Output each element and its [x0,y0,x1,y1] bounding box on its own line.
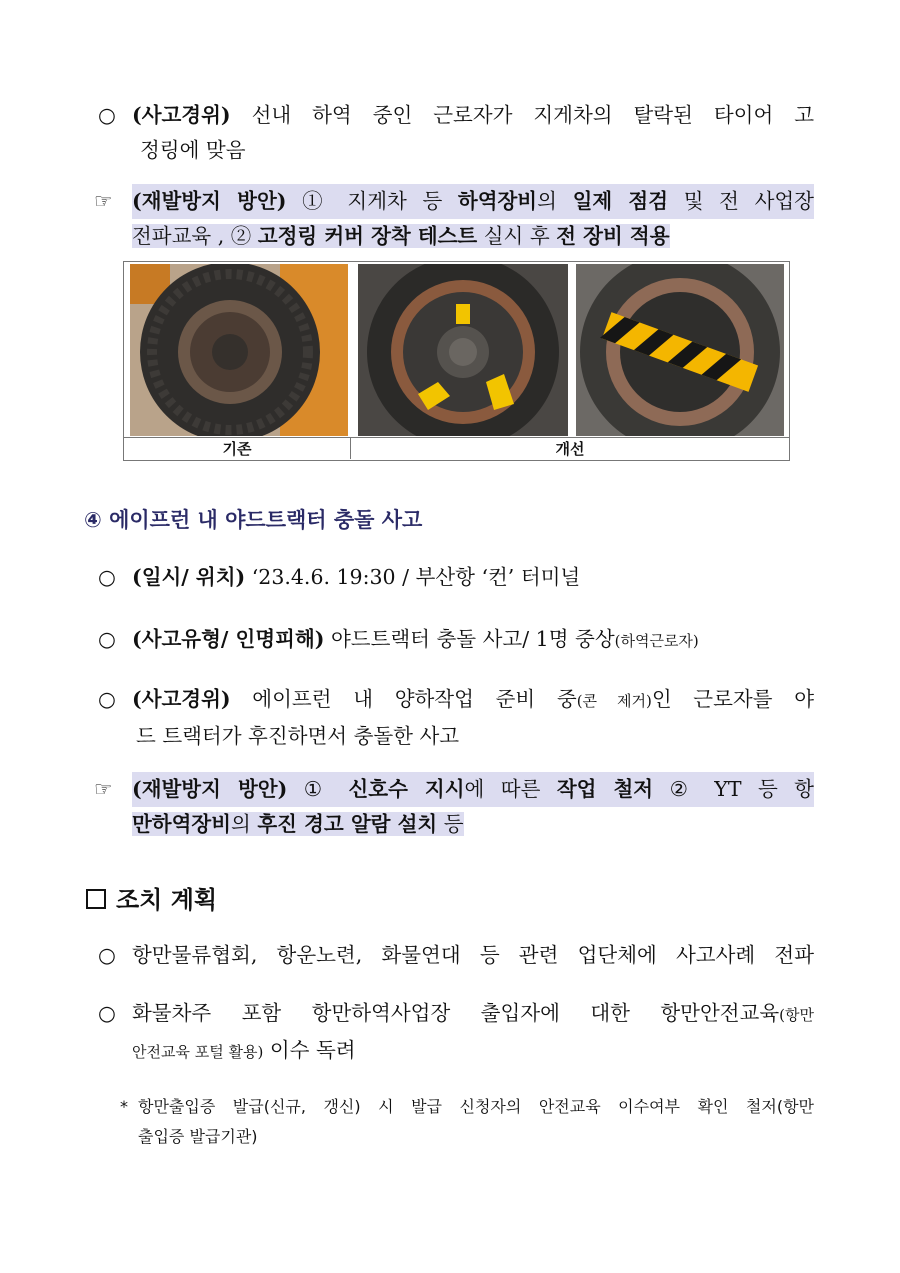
circle-bullet-icon: ○ [98,103,116,127]
circle-bullet-icon: ○ [98,1001,116,1025]
prevention-plan-item [94,184,814,254]
pointing-hand-icon: ☞ [94,777,113,801]
text-line: 항만출입증 발급(신규, 갱신) 시 발급 신청자의 안전교육 이수여부 확인 철저(항만 [138,1097,814,1116]
section-heading-4: ④ 에이프런 내 야드트랙터 충돌 사고 [84,508,423,532]
photo-existing-tire [130,264,348,436]
tire-photo-figure [123,261,790,461]
pointing-hand-icon: ☞ [94,189,113,213]
photo-improved-tire-bar [576,264,784,436]
square-bullet-icon [86,889,106,909]
action-plan-heading: 조치 계획 [86,880,217,915]
text-line: 드 트랙터가 후진하면서 충돌한 사고 [136,724,460,748]
text-line: (재발방지 방안) ① 지게차 등 하역장비의 일제 점검 및 전 사업장 [132,184,814,219]
text-line: 출입증 발급기관) [138,1127,258,1146]
accident-process-item [98,98,814,168]
text-line: 정링에 맞음 [140,138,246,162]
text-line: 전파교육 , ② 고정링 커버 장착 테스트 실시 후 전 장비 적용 [132,224,670,248]
plan-item-2 [98,996,814,1066]
asterisk-bullet-icon: * [120,1097,128,1116]
circle-bullet-icon: ○ [98,627,116,651]
text-line: 화물차주 포함 항만하역사업장 출입자에 대한 항만안전교육(항만 [132,1001,814,1025]
text-line: 만하역장비의 후진 경고 알람 설치 등 [132,812,464,836]
photo-improved-tire-cover [358,264,568,436]
accident-process-item-2 [98,682,814,752]
circle-bullet-icon: ○ [98,687,116,711]
text-line: (사고경위) 에이프런 내 양하작업 준비 중(콘 제거)인 근로자를 야 [132,687,814,711]
caption-improved: 개선 [351,437,789,460]
date-location-item: ○ (일시/ 위치) ‘23.4.6. 19:30 / 부산항 ‘컨’ 터미널 [98,560,814,595]
caption-existing: 기존 [124,437,350,460]
circle-bullet-icon: ○ [98,943,116,967]
circle-bullet-icon: ○ [98,565,116,589]
text-line: 안전교육 포털 활용) 이수 독려 [132,1038,356,1062]
prevention-plan-item-2 [94,772,814,842]
text-line: (사고경위) 선내 하역 중인 근로자가 지게차의 탈락된 타이어 고 [132,103,814,127]
text-line: (재발방지 방안) ① 신호수 지시에 따른 작업 철저 ② YT 등 항 [132,772,814,807]
plan-item-1: ○ 항만물류협회, 항운노련, 화물연대 등 관련 업단체에 사고사례 전파 [98,938,814,973]
accident-type-item: ○ (사고유형/ 인명피해) 야드트랙터 충돌 사고/ 1명 중상(하역근로자) [98,622,814,657]
